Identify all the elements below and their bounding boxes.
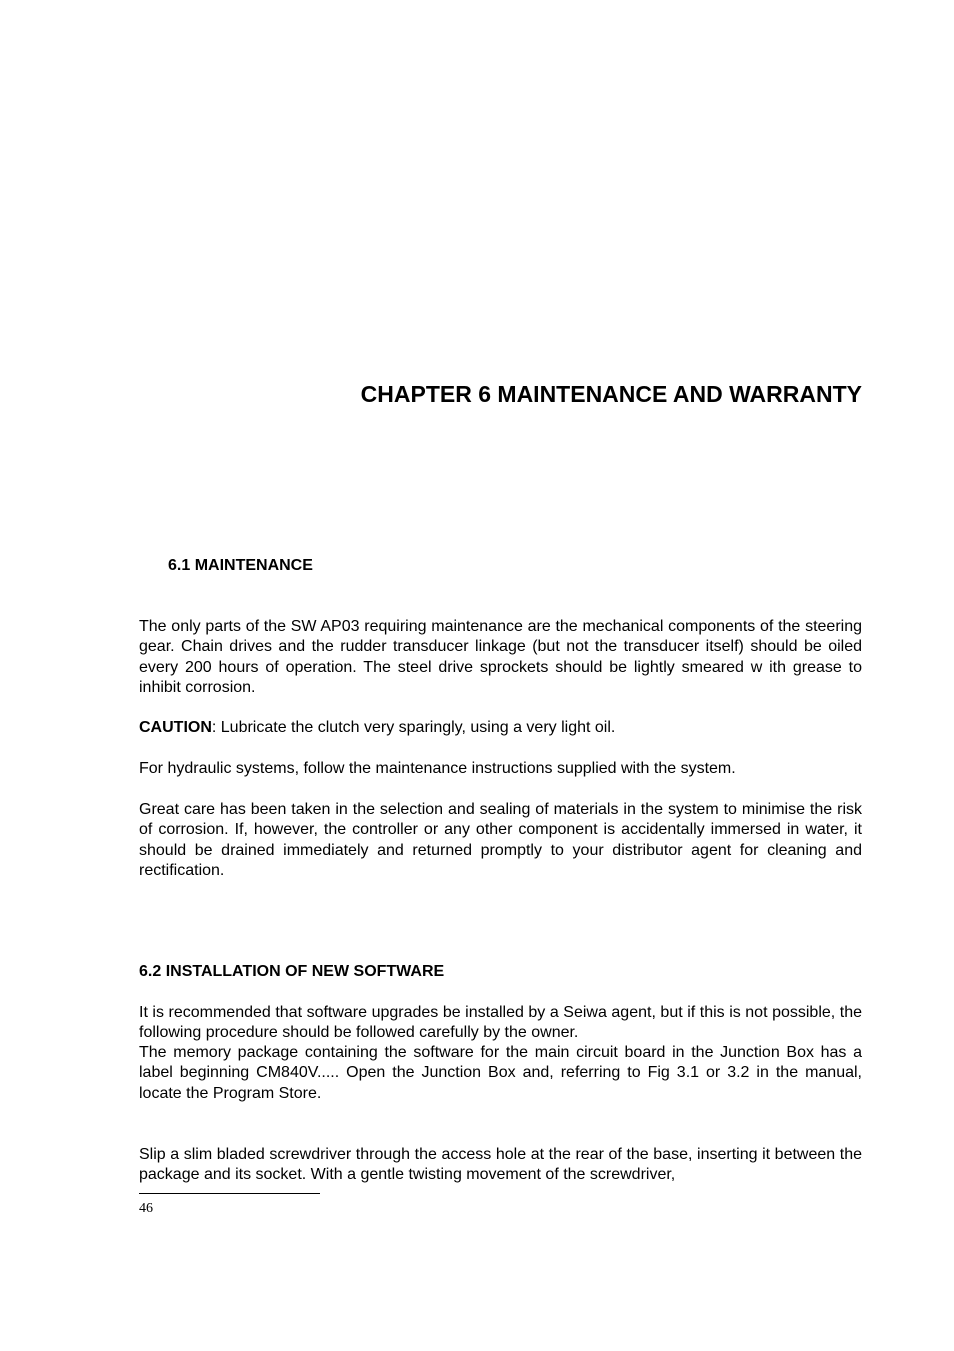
- chapter-title: CHAPTER 6 MAINTENANCE AND WARRANTY: [360, 381, 862, 407]
- page-number: 46: [139, 1201, 153, 1216]
- maintenance-paragraph-3: Great care has been taken in the selection and sealing of materials in the system to minimise the risk of corrosion. If, however, the controller or any other component is accidentally immersed in water, it should be drained immediately and returned promptly to your distributor agent for cleaning and rectification.: [139, 801, 862, 880]
- software-paragraph-2: The memory package containing the software for the main circuit board in the Junction Box has a label beginning CM840V..... Open the Junction Box and, referring to Fig 3.1 or 3.2 in the manual, locate the Program Store.: [139, 1044, 862, 1102]
- maintenance-paragraph-1: The only parts of the SW AP03 requiring maintenance are the mechanical components of the steering gear. Chain drives and the rudder transducer linkage (but not the transducer itself) should be oiled every 200 hours of operation. The steel drive sprockets should be lightly smeared w ith grease to inhibit corrosion.: [139, 618, 862, 697]
- caution-text: : Lubricate the clutch very sparingly, using a very light oil.: [211, 719, 616, 736]
- software-paragraph-1: It is recommended that software upgrades be installed by a Seiwa agent, but if this is not possible, the following procedure should be followed carefully by the owner.: [139, 1004, 862, 1042]
- caution-label: CAUTION: [139, 719, 212, 736]
- software-paragraph-3: Slip a slim bladed screwdriver through the access hole at the rear of the base, inserting it between the package and its socket. With a gentle twisting movement of the screwdriver,: [139, 1146, 862, 1184]
- maintenance-paragraph-2: For hydraulic systems, follow the maintenance instructions supplied with the system.: [139, 760, 736, 777]
- caution-paragraph: [139, 718, 862, 738]
- section-heading-maintenance: 6.1 MAINTENANCE: [168, 557, 313, 574]
- section-heading-software: 6.2 INSTALLATION OF NEW SOFTWARE: [139, 963, 445, 980]
- footnote-rule: [139, 1193, 320, 1194]
